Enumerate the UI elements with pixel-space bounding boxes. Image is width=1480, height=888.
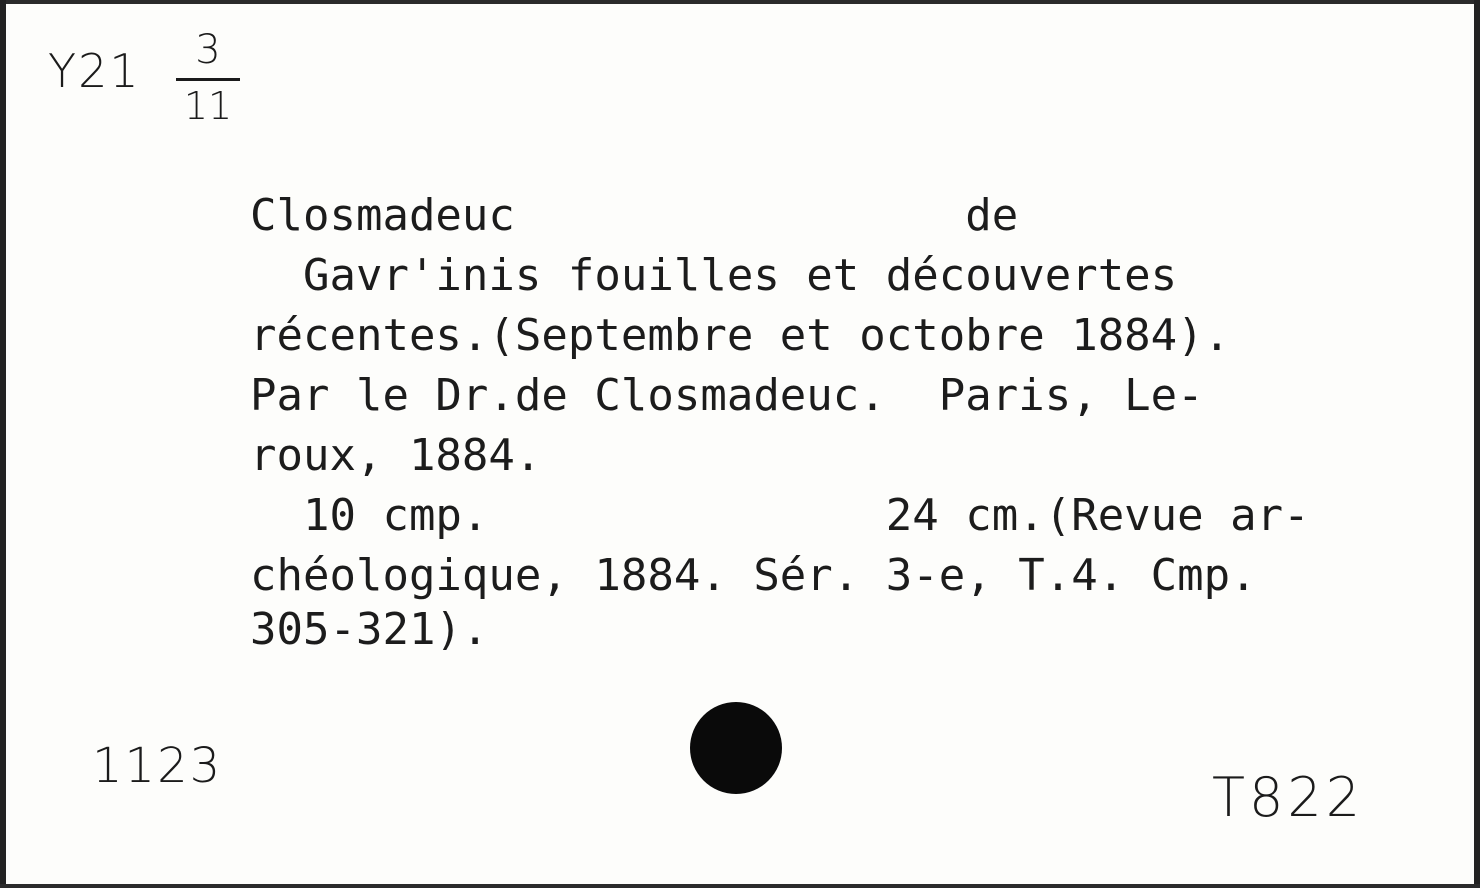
- fraction-bar: [176, 78, 240, 81]
- card-edge-bottom: [0, 884, 1480, 888]
- shelfmark-numerator: 3: [195, 27, 221, 73]
- entry-line-4: Par le Dr.de Closmadeuc. Paris, Le-: [250, 370, 1204, 421]
- entry-line-7: chéologique, 1884. Sér. 3-e, T.4. Cmp.: [250, 550, 1257, 601]
- punch-hole: [690, 702, 782, 794]
- entry-line-8: 305-321).: [250, 604, 489, 655]
- inventory-number: 1123: [92, 738, 223, 794]
- entry-line-1: Closmadeuc de: [250, 190, 1019, 241]
- shelfmark-denominator: 11: [183, 84, 233, 128]
- catalog-code: T822: [1212, 766, 1365, 829]
- card-edge-right: [1474, 0, 1480, 888]
- card-edge-top: [0, 0, 1480, 4]
- entry-line-3: récentes.(Septembre et octobre 1884).: [250, 310, 1231, 361]
- entry-line-2: Gavr'inis fouilles et découvertes: [250, 250, 1178, 301]
- entry-line-6: 10 cmp. 24 cm.(Revue ar-: [250, 490, 1310, 541]
- card-edge-left: [0, 0, 6, 888]
- entry-line-5: roux, 1884.: [250, 430, 542, 481]
- shelfmark-main: Y21: [48, 44, 141, 98]
